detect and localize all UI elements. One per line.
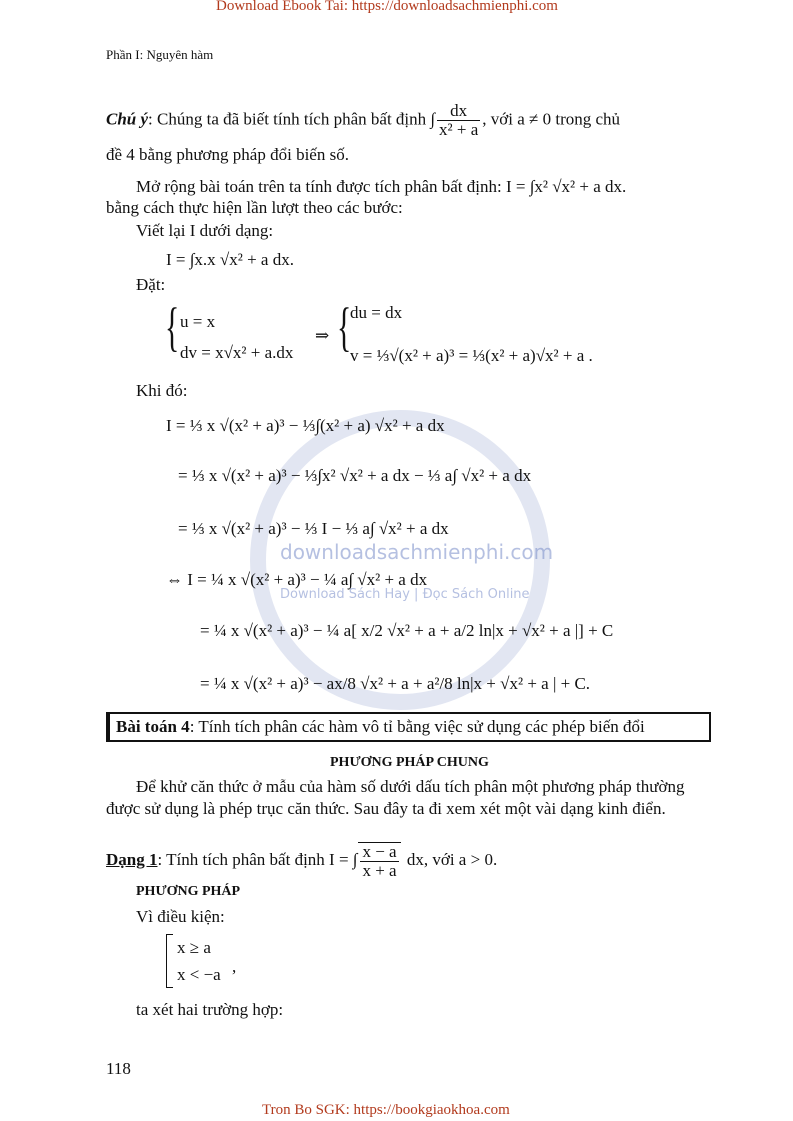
form1-label: Dạng 1 [106,849,158,869]
problem4-text: : Tính tích phân các hàm vô tỉ bằng việc sử dụng các phép biến đổi [189,717,645,736]
extend-line-1: Mở rộng bài toán trên ta tính được tích phân bất định: I = ∫x² √x² + a dx. [136,177,627,196]
right-brace: { [337,297,352,357]
note-frac-den: x² + a [439,120,479,139]
implies-arrow: ⇒ [315,326,330,345]
note-fraction [437,102,480,139]
extend-line-3: Viết lại I dưới dạng: [136,221,274,240]
note-line-2: đề 4 bằng phương pháp đổi biến số. [106,145,349,164]
form1-frac-num: x − a [362,842,397,861]
running-header: Phần I: Nguyên hàm [106,47,214,62]
extend-line-2: bằng cách thực hiện lần lượt theo các bước: [106,198,403,217]
form1-line [106,842,497,880]
condition-bracket [166,934,173,988]
top-download-link[interactable]: Download Ebook Tai: https://downloadsachmienphi.com [216,0,558,14]
note-text-after: , với a ≠ 0 trong chủ [482,109,621,129]
note-label: Chú ý [106,109,149,129]
condition-1: x ≥ a [177,938,211,957]
watermark-sub-text: Download Sách Hay | Đọc Sách Online [280,587,530,602]
left-brace: { [165,297,180,357]
derivation-line-5: = ¼ x √(x² + a)³ − ¼ a[ x/2 √x² + a + a/2 ln|x + √x² + a |] + C [200,621,614,640]
form1-fraction [358,842,400,880]
problem4-heading [116,716,645,738]
sys-right-2: v = ⅓√(x² + a)³ = ⅓(x² + a)√x² + a . [350,346,593,365]
note-text-before: : Chúng ta đã biết tính tích phân bất định ∫ [148,109,436,129]
formula-I: I = ∫x.x √x² + a dx. [166,250,294,269]
general-method-line-2: được sử dụng là phép trục căn thức. Sau đây ta đi xem xét một vài dạng kinh điển. [106,799,666,818]
sys-left-2: dv = x√x² + a.dx [180,343,294,362]
general-method-line-1: Để khử căn thức ở mẫu của hàm số dưới dấu tích phân một phương pháp thường [136,777,685,796]
form1-text-after: dx, với a > 0. [406,849,498,869]
general-method-title: PHƯƠNG PHÁP CHUNG [330,755,489,770]
note-line-1 [106,102,620,139]
derivation-line-4: ⇔ I = ¼ x √(x² + a)³ − ¼ a∫ √x² + a dx [166,570,428,589]
note-frac-num: dx [450,101,468,120]
derivation-line-2: = ⅓ x √(x² + a)³ − ⅓∫x² √x² + a dx − ⅓ a∫ √x² + a dx [178,466,532,485]
bottom-link[interactable]: Tron Bo SGK: https://bookgiaokhoa.com [262,1102,510,1118]
condition-label: Vì điều kiện: [136,907,225,926]
page-number: 118 [106,1059,131,1078]
two-cases-text: ta xét hai trường hợp: [136,1000,284,1019]
sys-left-1: u = x [180,312,216,331]
derivation-line-3: = ⅓ x √(x² + a)³ − ⅓ I − ⅓ a∫ √x² + a dx [178,519,449,538]
method-title: PHƯƠNG PHÁP [136,884,241,899]
form1-text-before: : Tính tích phân bất định I = ∫ [157,849,358,869]
problem4-label: Bài toán 4 [116,717,190,736]
then-label: Khi đó: [136,381,188,400]
watermark-main-text: downloadsachmienphi.com [280,540,554,564]
set-label: Đặt: [136,275,166,294]
derivation-line-1: I = ⅓ x √(x² + a)³ − ⅓∫(x² + a) √x² + a dx [166,416,445,435]
form1-frac-den: x + a [362,861,397,880]
sys-right-1: du = dx [350,303,403,322]
condition-2: x < −a [177,965,221,984]
derivation-line-6: = ¼ x √(x² + a)³ − ax/8 √x² + a + a²/8 ln|x + √x² + a | + C. [200,674,591,693]
condition-comma: , [232,957,237,976]
